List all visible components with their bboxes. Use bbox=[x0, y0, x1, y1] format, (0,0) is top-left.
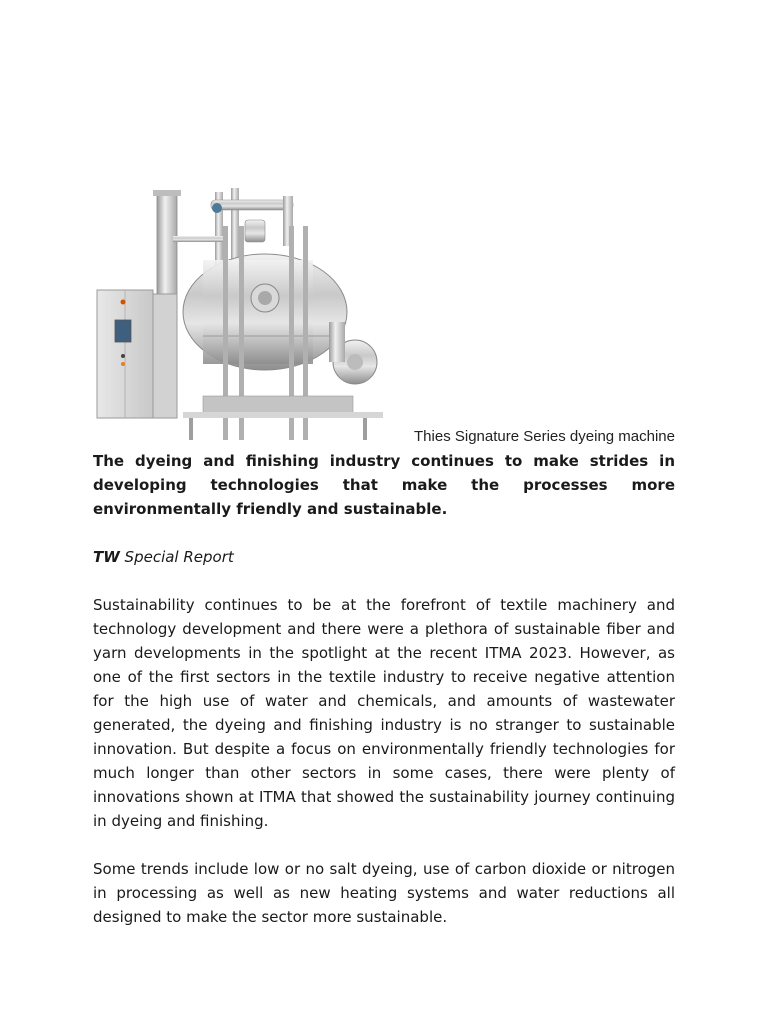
article-byline bbox=[93, 545, 675, 569]
byline-label: Special Report bbox=[119, 548, 234, 566]
article-body bbox=[93, 449, 675, 929]
article-paragraph-2: Some trends include low or no salt dyeing, use of carbon dioxide or nitrogen in processing as well as new heating systems and water reductions all designed to make the sector more sustainable. bbox=[93, 860, 675, 926]
byline-publication: TW bbox=[93, 548, 120, 566]
article-paragraph-1: Sustainability continues to be at the forefront of textile machinery and technology development and there were a plethora of sustainable fiber and yarn developments in the spotlight at the recent ITMA 2023. However, as one of the first sectors in the textile industry to receive negative attention for the high use of water and chemicals, and amounts of wastewater generated, the dyeing and finishing industry is no stranger to sustainable innovation. But despite a focus on environmentally friendly technologies for much longer than other sectors in some cases, there were plenty of innovations shown at ITMA that showed the sustainability journey continuing in dyeing and finishing. bbox=[93, 596, 675, 830]
dyeing-machine-image bbox=[93, 186, 383, 444]
figure-caption: Thies Signature Series dyeing machine bbox=[414, 428, 675, 445]
article-lede: The dyeing and finishing industry continues to make strides in developing technologies that make the processes more environmentally friendly and sustainable. bbox=[93, 452, 675, 518]
article-figure bbox=[93, 186, 675, 444]
